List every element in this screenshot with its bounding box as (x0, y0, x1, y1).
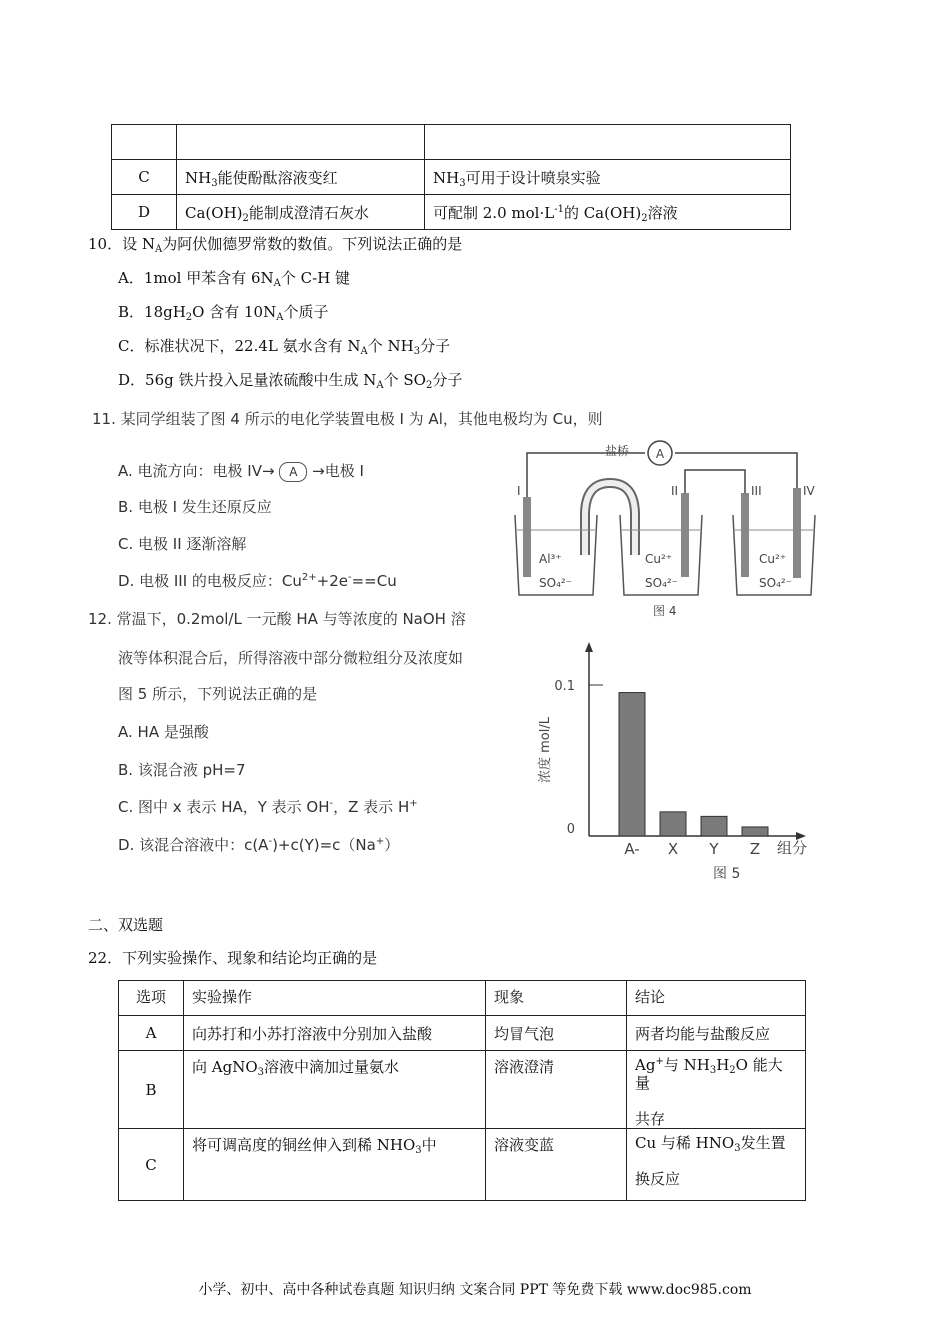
q12-stem-line1: 12. 常温下，0.2mol/L 一元酸 HA 与等浓度的 NaOH 溶 (88, 610, 466, 628)
bar-1 (660, 812, 686, 836)
table-cell: 向苏打和小苏打溶液中分别加入盐酸 (184, 1016, 486, 1051)
bar-2 (701, 816, 727, 836)
svg-text:II: II (671, 484, 679, 498)
column-header: 选项 (119, 981, 184, 1016)
q11-option-a: A. 电流方向：电极 IV→ A →电极 I (118, 462, 364, 480)
svg-text:SO₄²⁻: SO₄²⁻ (645, 576, 679, 590)
svg-text:IV: IV (803, 484, 815, 498)
svg-text:Cu²⁺: Cu²⁺ (645, 552, 673, 566)
y-tick-label: 0.1 (554, 679, 575, 694)
table-cell: Ag+与 $NH_3H_2O$ 能大量 共存 (627, 1051, 806, 1129)
q12-option-c: C. 图中 x 表示 HA，Y 表示 OH-，Z 表示 H+ (118, 798, 418, 816)
electrode-1 (523, 497, 531, 577)
bar-0 (619, 693, 645, 836)
table-row (119, 1129, 806, 1201)
q11-option-c: C. 电极 II 逐渐溶解 (118, 535, 247, 553)
q12-option-b: B. 该混合液 pH=7 (118, 761, 246, 779)
x-tick-label: Y (709, 840, 719, 858)
table-cell: $Ca(OH)_2$能制成澄清石灰水 (177, 195, 425, 230)
top-table-cell (177, 125, 425, 160)
top-table (111, 124, 791, 230)
q12-option-a: A. HA 是强酸 (118, 723, 209, 741)
svg-text:盐桥: 盐桥 (605, 444, 630, 458)
top-table-cell (425, 125, 791, 160)
column-header: 实验操作 (184, 981, 486, 1016)
option-label: C (112, 160, 177, 195)
q12-stem-line3: 图 5 所示，下列说法正确的是 (118, 685, 318, 703)
table-cell: 可配制 2.0 $mol\cdot L^{-1}$的 $Ca(OH)_2$溶液 (425, 195, 791, 230)
table-cell: $NH_3$能使酚酞溶液变红 (177, 160, 425, 195)
option-label: D (112, 195, 177, 230)
q10-option-c: C．标准状况下，22.4L 氨水含有 $N_A$个 $NH_3$分子 (118, 337, 451, 357)
column-header: 现象 (486, 981, 627, 1016)
option-label: C (119, 1129, 184, 1201)
svg-text:Cu²⁺: Cu²⁺ (759, 552, 787, 566)
q10-option-a: A．1mol 甲苯含有 $6N_A$个 C-H 键 (118, 269, 351, 289)
column-header: 结论 (627, 981, 806, 1016)
table-row (112, 160, 791, 195)
q11-stem: 11. 某同学组装了图 4 所示的电化学装置电极 I 为 Al，其他电极均为 Cu，则 (92, 410, 603, 428)
x-tick-label: X (667, 840, 679, 858)
electrode-3 (741, 493, 749, 577)
option-label: B (119, 1051, 184, 1129)
table-cell: 溶液澄清 (486, 1051, 627, 1129)
q11-option-d: D. 电极 III 的电极反应：$Cu^{2+}+2e^-==Cu$ (118, 572, 397, 590)
table-row (112, 195, 791, 230)
table-cell: 溶液变蓝 (486, 1129, 627, 1201)
option-label: A (119, 1016, 184, 1051)
q10-stem: 10．设 $N_A$为阿伏伽德罗常数的数值。下列说法正确的是 (88, 235, 463, 255)
svg-text:SO₄²⁻: SO₄²⁻ (539, 576, 573, 590)
bar-3 (742, 827, 768, 836)
y-tick-label: 0 (566, 822, 575, 837)
y-axis-label: 浓度 mol/L (538, 717, 553, 783)
q22-stem: 22．下列实验操作、现象和结论均正确的是 (88, 949, 378, 967)
q12-option-d: D. 该混合溶液中：c(A-)+c(Y)=c（Na+） (118, 836, 400, 854)
q12-stem-line2: 液等体积混合后，所得溶液中部分微粒组分及浓度如 (118, 649, 464, 667)
x-axis-label: 组分 (777, 839, 808, 857)
q10-option-d: D．56g 铁片投入足量浓硫酸中生成 $N_A$个 $SO_2$分子 (118, 371, 463, 391)
q10-option-b: B．$18gH_2O$ 含有 $10N_A$个质子 (118, 303, 329, 323)
section-2-title: 二、双选题 (88, 916, 164, 934)
table-header-row (119, 981, 806, 1016)
table-row (119, 1016, 806, 1051)
electrode-4 (793, 488, 801, 578)
table-cell: Cu 与稀 $HNO_3$发生置 换反应 (627, 1129, 806, 1201)
svg-text:Al³⁺: Al³⁺ (539, 552, 562, 566)
svg-text:A: A (655, 447, 665, 461)
figure-5-chart (525, 640, 835, 885)
ammeter-icon: A (279, 462, 307, 482)
table-cell: 均冒气泡 (486, 1016, 627, 1051)
top-table-cell (112, 125, 177, 160)
svg-text:I: I (517, 484, 521, 498)
table-cell: $NH_3$可用于设计喷泉实验 (425, 160, 791, 195)
svg-text:SO₄²⁻: SO₄²⁻ (759, 576, 793, 590)
q11-option-b: B. 电极 I 发生还原反应 (118, 498, 272, 516)
chart-caption: 图 5 (713, 866, 741, 882)
figure-4-apparatus (505, 435, 835, 620)
table-row (119, 1051, 806, 1129)
table-cell: 将可调高度的铜丝伸入到稀 $NHO_3$中 (184, 1129, 486, 1201)
page-footer: 小学、初中、高中各种试卷真题 知识归纳 文案合同 PPT 等免费下载 www.doc985.com (198, 1282, 752, 1298)
x-tick-label: A- (624, 840, 640, 858)
svg-text:图 4: 图 4 (653, 604, 677, 618)
q22-table (118, 980, 806, 1201)
table-cell: 两者均能与盐酸反应 (627, 1016, 806, 1051)
svg-text:III: III (751, 484, 762, 498)
table-cell: 向 AgNO$_3$溶液中滴加过量氨水 (184, 1051, 486, 1129)
electrode-2 (681, 493, 689, 577)
x-tick-label: Z (749, 840, 761, 858)
